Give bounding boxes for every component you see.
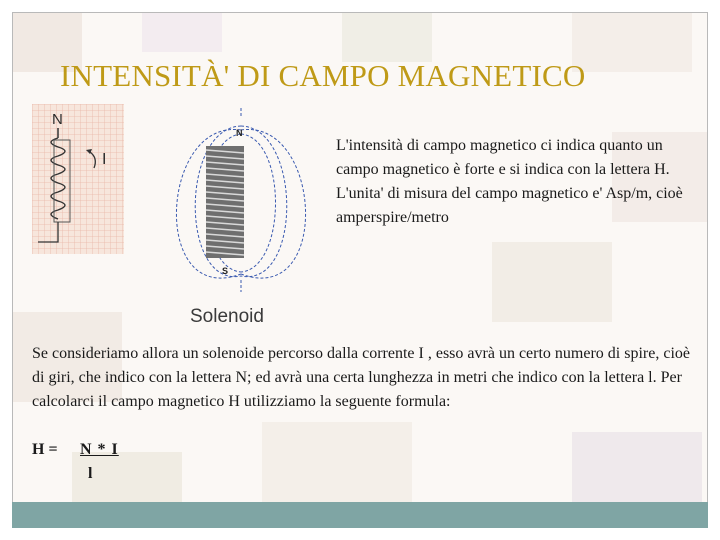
background-tile [262,422,412,512]
formula-lhs: H = [32,441,58,458]
intro-paragraph: L'intensità di campo magnetico ci indica quanto un campo magnetico è forte e si indica con la lettera H. L'unita' di misura del campo magnetico e' Asp/m, cioè amperspire/metro [336,137,683,226]
formula-numerator: N * I [80,441,119,458]
background-tile [492,242,612,322]
solenoid-diagram [150,108,332,330]
background-tile [342,12,432,62]
field-line [241,134,276,272]
body-paragraph: Se consideriamo allora un solenoide percorso dalla corrente I , esso avrà un certo numero di spire, cioè di giri, che indico con la lettera N; ed avrà una certa lunghezza in metri che indico con la lettera l. Per calcolarci il campo magnetico H utilizziamo la seguente formula: [32,345,690,410]
background-tile [572,12,692,72]
solenoid-coil [206,146,244,258]
coil-label-n: N [52,111,63,128]
background-tile [142,12,222,52]
coil-sketch [32,104,124,254]
background-tile [572,432,702,502]
bottom-bar [12,502,708,528]
graph-paper-grid [32,104,124,254]
pole-north-label: N [236,128,243,138]
pole-south-label: S [222,266,229,276]
coil-label-i: I [102,151,107,168]
field-line [241,129,306,278]
formula-denominator: l [88,465,93,482]
slide-title: INTENSITÀ' DI CAMPO MAGNETICO [60,58,586,93]
field-line [241,126,287,277]
solenoid-caption: Solenoid [190,306,264,327]
